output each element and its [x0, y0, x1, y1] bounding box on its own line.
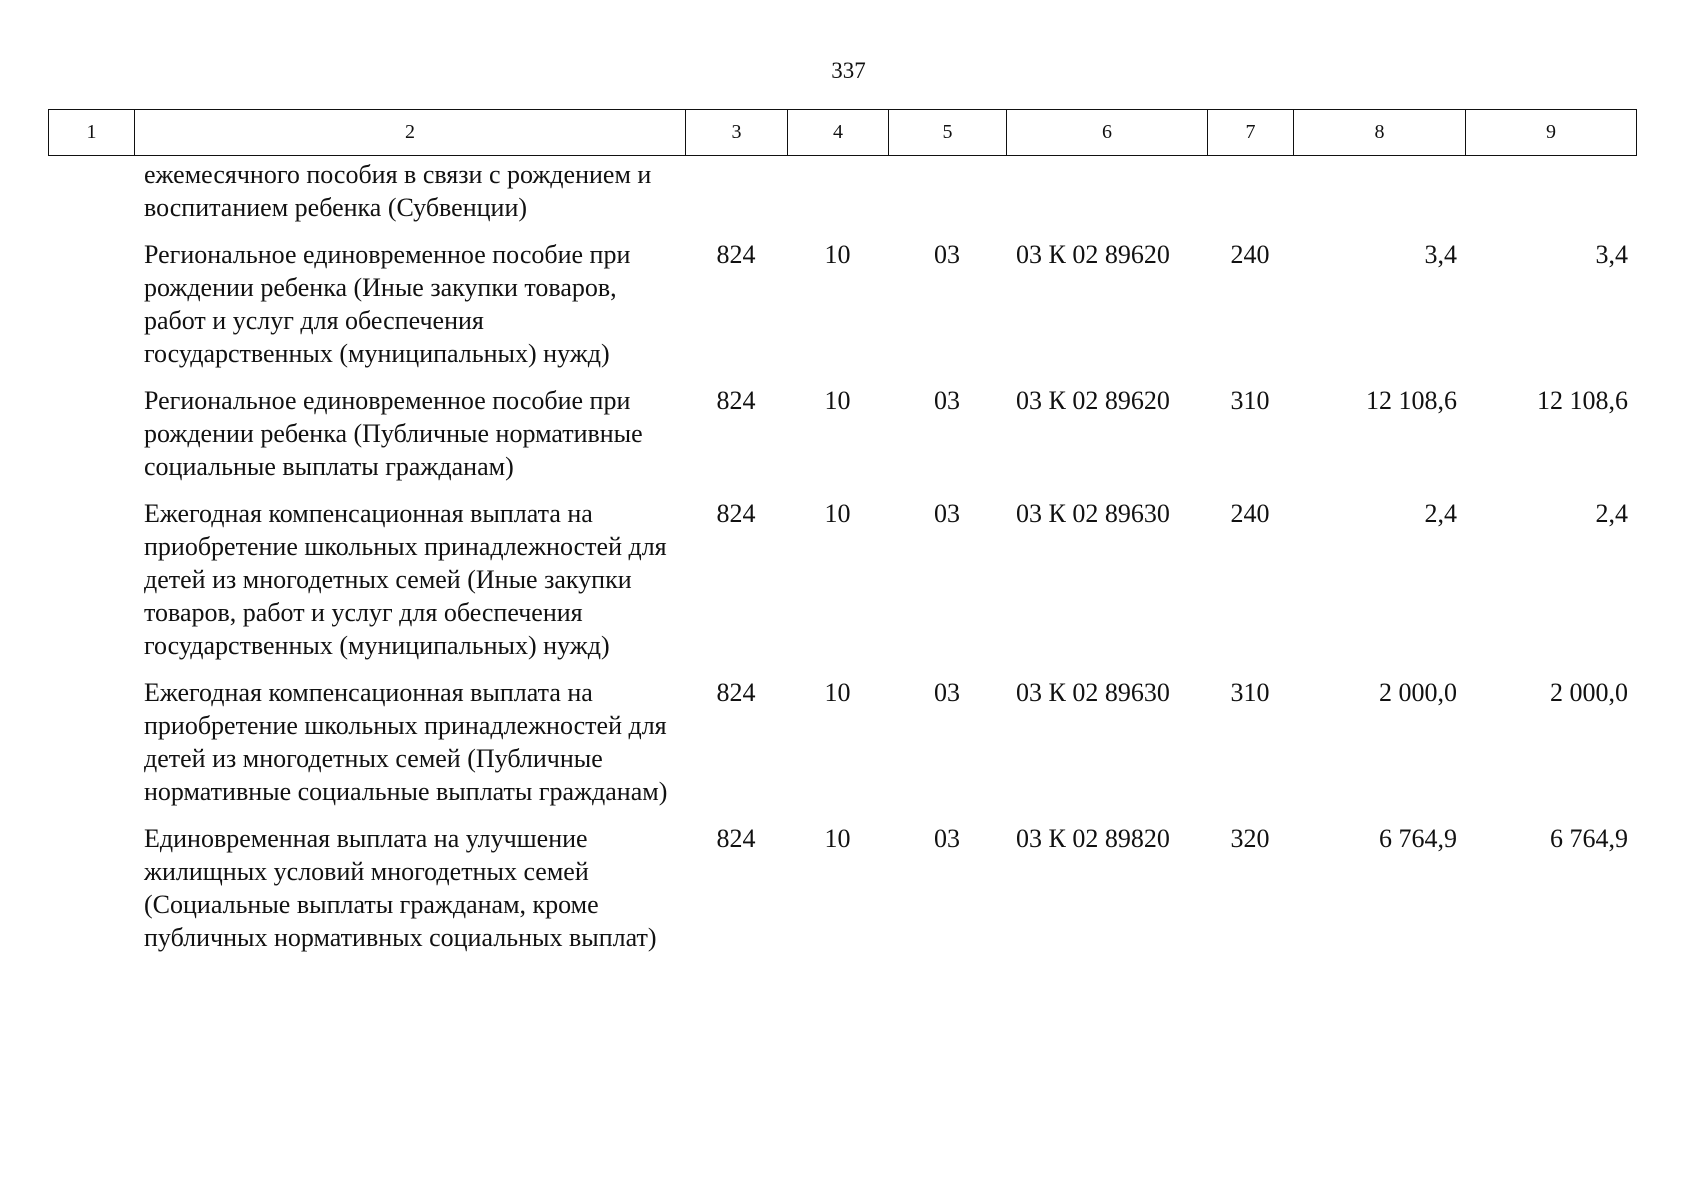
table-row	[48, 497, 1636, 676]
row-name: Региональное единовременное пособие при рождении ребенка (Публичные нормативные социальные выплаты гражданам)	[144, 386, 643, 481]
table-row	[48, 158, 1636, 238]
row-csr: 03 К 02 89820	[1016, 824, 1170, 853]
row-name: Единовременная выплата на улучшение жилищных условий многодетных семей (Социальные выплаты гражданам, кроме публичных нормативных социальных выплат)	[144, 824, 657, 952]
row-vr: 240	[1230, 240, 1270, 269]
header-cell-2: 2	[135, 110, 686, 156]
row-rz: 10	[824, 240, 851, 269]
row-vr: 320	[1230, 824, 1270, 853]
header-row	[49, 110, 1637, 156]
row-sum-2: 2 000,0	[1550, 678, 1628, 707]
row-grbs	[685, 158, 787, 238]
row-csr: 03 К 02 89620	[1016, 240, 1170, 269]
row-sum-1: 6 764,9	[1379, 824, 1457, 853]
row-csr	[1006, 158, 1207, 238]
row-grbs: 824	[716, 386, 756, 415]
table-row	[48, 384, 1636, 497]
row-sum-1	[1293, 158, 1465, 238]
row-csr: 03 К 02 89620	[1016, 386, 1170, 415]
row-sum-1: 2 000,0	[1379, 678, 1457, 707]
row-vr: 240	[1230, 499, 1270, 528]
table-row	[48, 822, 1636, 968]
row-grbs: 824	[716, 824, 756, 853]
header-cell-3: 3	[686, 110, 788, 156]
row-sum-2: 12 108,6	[1537, 386, 1628, 415]
row-pr	[888, 158, 1006, 238]
column-number-header	[48, 109, 1637, 156]
row-rz	[787, 158, 888, 238]
row-sum-1: 12 108,6	[1366, 386, 1457, 415]
row-pr: 03	[934, 386, 960, 415]
row-sum-1: 2,4	[1424, 499, 1457, 528]
header-cell-1: 1	[49, 110, 135, 156]
row-rz: 10	[824, 386, 851, 415]
header-cell-6: 6	[1007, 110, 1208, 156]
header-cell-9: 9	[1466, 110, 1637, 156]
row-vr: 310	[1230, 678, 1270, 707]
header-cell-8: 8	[1294, 110, 1466, 156]
row-sum-2: 2,4	[1595, 499, 1628, 528]
table-row	[48, 238, 1636, 384]
row-name: Ежегодная компенсационная выплата на приобретение школьных принадлежностей для детей из многодетных семей (Иные закупки товаров, работ и услуг для обеспечения государственных (муниципальных) нужд)	[144, 499, 667, 660]
row-rz: 10	[824, 824, 851, 853]
table-row	[48, 676, 1636, 822]
row-csr: 03 К 02 89630	[1016, 499, 1170, 528]
header-cell-5: 5	[889, 110, 1007, 156]
row-sum-2	[1465, 158, 1636, 238]
row-name: Региональное единовременное пособие при рождении ребенка (Иные закупки товаров, работ и услуг для обеспечения государственных (муниципальных) нужд)	[144, 240, 631, 368]
row-name: Ежегодная компенсационная выплата на приобретение школьных принадлежностей для детей из многодетных семей (Публичные нормативные социальные выплаты гражданам)	[144, 678, 668, 806]
row-pr: 03	[934, 678, 960, 707]
header-cell-7: 7	[1208, 110, 1294, 156]
row-grbs: 824	[716, 678, 756, 707]
row-sum-1: 3,4	[1424, 240, 1457, 269]
budget-table	[48, 158, 1636, 968]
row-vr	[1207, 158, 1293, 238]
row-sum-2: 6 764,9	[1550, 824, 1628, 853]
row-rz: 10	[824, 499, 851, 528]
row-rz: 10	[824, 678, 851, 707]
header-cell-4: 4	[788, 110, 889, 156]
page-number: 337	[831, 58, 866, 83]
row-pr: 03	[934, 499, 960, 528]
row-vr: 310	[1230, 386, 1270, 415]
row-pr: 03	[934, 824, 960, 853]
row-csr: 03 К 02 89630	[1016, 678, 1170, 707]
row-sum-2: 3,4	[1595, 240, 1628, 269]
row-grbs: 824	[716, 499, 756, 528]
row-grbs: 824	[716, 240, 756, 269]
row-pr: 03	[934, 240, 960, 269]
row-name: ежемесячного пособия в связи с рождением и воспитанием ребенка (Субвенции)	[144, 160, 652, 222]
